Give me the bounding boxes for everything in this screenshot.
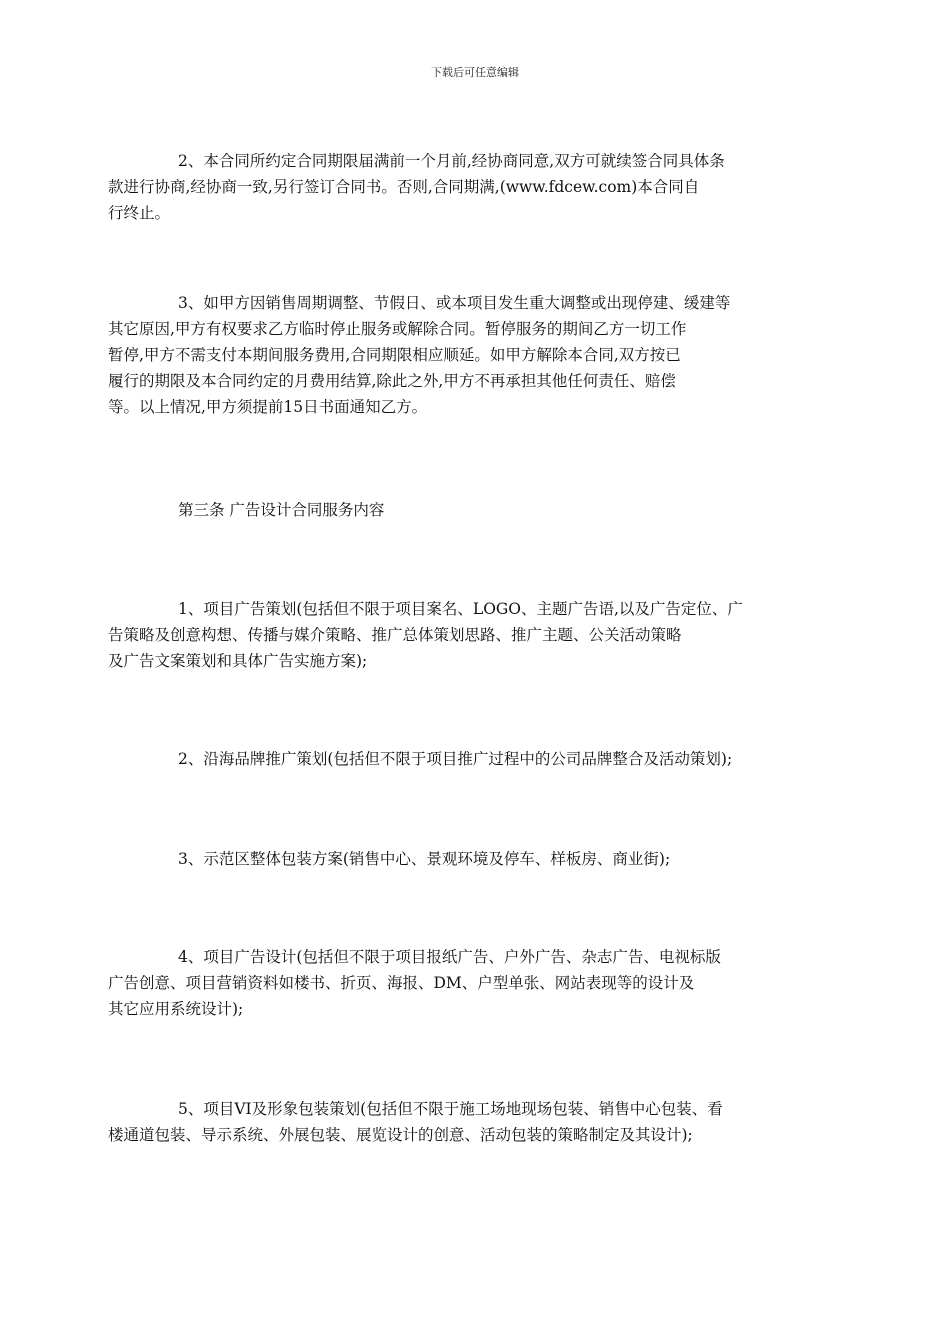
text-line: 3、示范区整体包装方案(销售中心、景观环境及停车、样板房、商业街);: [178, 850, 671, 868]
text-line: 行终止。: [108, 204, 171, 222]
clause-2-renewal: [108, 148, 813, 226]
text-line: 5、项目VI及形象包装策划(包括但不限于施工场地现场包装、销售中心包装、看: [178, 1100, 723, 1118]
service-item-1: [108, 596, 813, 674]
text-line: 履行的期限及本合同约定的月费用结算,除此之外,甲方不再承担其他任何责任、赔偿: [108, 372, 676, 390]
text-line: 2、本合同所约定合同期限届满前一个月前,经协商同意,双方可就续签合同具体条: [178, 152, 725, 170]
service-item-3: [143, 846, 813, 872]
text-line: 款进行协商,经协商一致,另行签订合同书。否则,合同期满,(www.fdcew.com)本合同自: [108, 178, 700, 196]
text-line: 广告创意、项目营销资料如楼书、折页、海报、DM、户型单张、网站表现等的设计及: [108, 974, 695, 992]
page-header: 下载后可任意编辑: [431, 66, 519, 79]
text-line: 告策略及创意构想、传播与媒介策略、推广总体策划思路、推广主题、公关活动策略: [108, 626, 682, 644]
article-3-heading: [143, 497, 813, 523]
text-line: 1、项目广告策划(包括但不限于项目案名、LOGO、主题广告语,以及广告定位、广: [178, 600, 743, 618]
service-item-2: [143, 746, 813, 772]
text-line: 等。以上情况,甲方须提前15日书面通知乙方。: [108, 398, 428, 416]
text-line: 其它应用系统设计);: [108, 1000, 244, 1018]
service-item-5: [108, 1096, 813, 1148]
text-line: 暂停,甲方不需支付本期间服务费用,合同期限相应顺延。如甲方解除本合同,双方按已: [108, 346, 681, 364]
text-line: 4、项目广告设计(包括但不限于项目报纸广告、户外广告、杂志广告、电视标版: [178, 948, 721, 966]
text-line: 3、如甲方因销售周期调整、节假日、或本项目发生重大调整或出现停建、缓建等: [178, 294, 731, 312]
text-line: 其它原因,甲方有权要求乙方临时停止服务或解除合同。暂停服务的期间乙方一切工作: [108, 320, 687, 338]
text-line: 及广告文案策划和具体广告实施方案);: [108, 652, 368, 670]
service-item-4: [108, 944, 813, 1022]
text-line: 楼通道包装、导示系统、外展包装、展览设计的创意、活动包装的策略制定及其设计);: [108, 1126, 693, 1144]
section-heading: 第三条 广告设计合同服务内容: [178, 501, 385, 519]
clause-3-suspension: [108, 290, 813, 420]
text-line: 2、沿海品牌推广策划(包括但不限于项目推广过程中的公司品牌整合及活动策划);: [178, 750, 733, 768]
